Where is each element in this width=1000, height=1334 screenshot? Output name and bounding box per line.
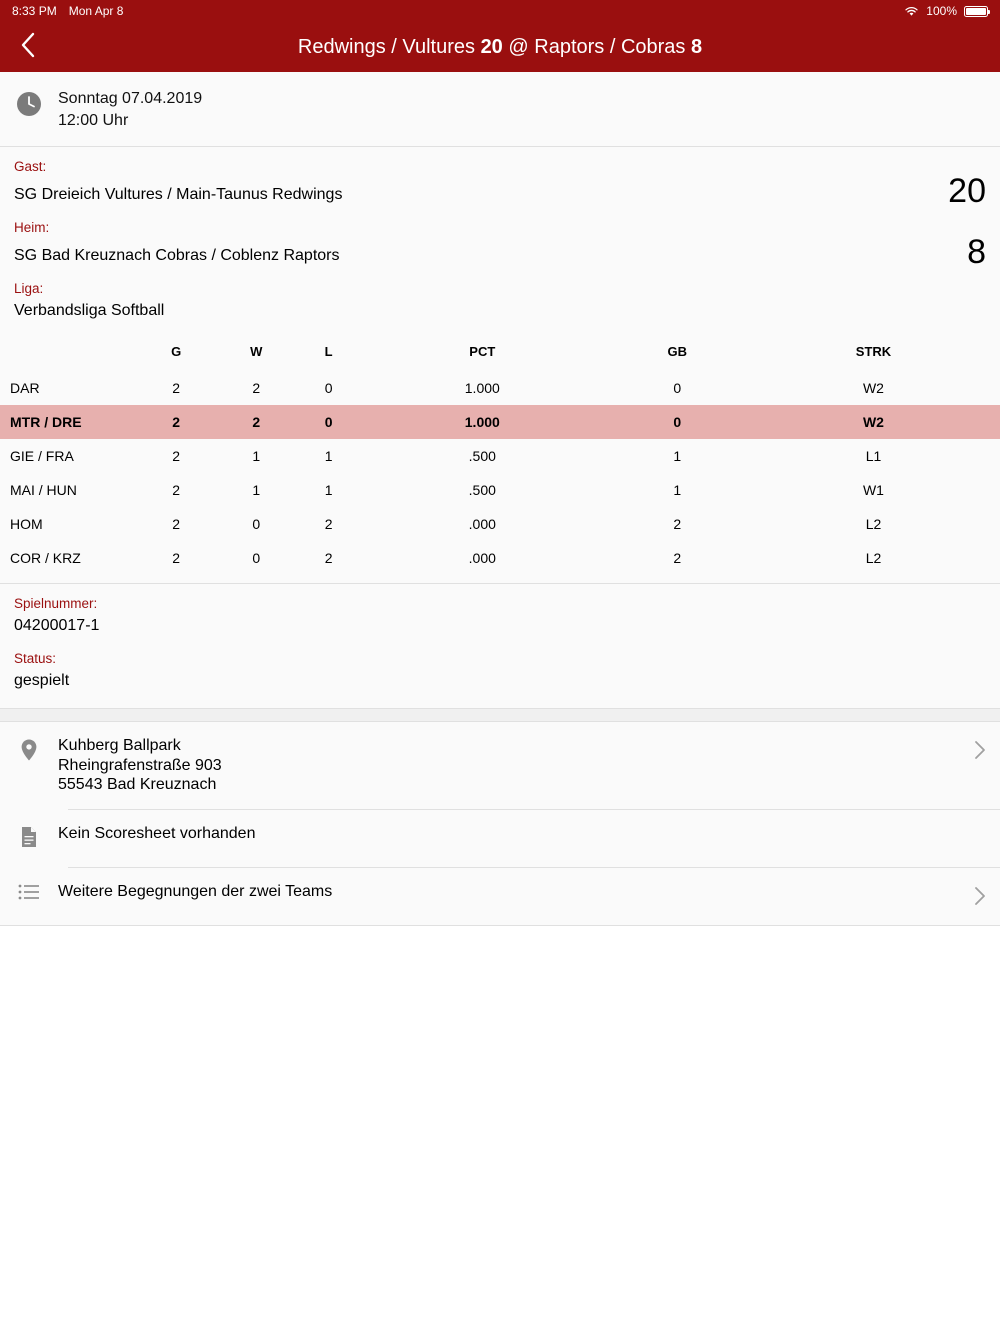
standings-strk: L2 bbox=[865, 516, 882, 532]
standings-g: 2 bbox=[172, 516, 181, 532]
standings-pct: 1.000 bbox=[464, 380, 500, 396]
navigation-bar bbox=[0, 22, 1000, 72]
empty-area bbox=[0, 926, 1000, 1326]
venue-row[interactable] bbox=[0, 722, 1000, 809]
home-team-label: Heim: bbox=[14, 220, 50, 235]
standings-gb: 1 bbox=[673, 448, 682, 464]
more-matchups-row[interactable] bbox=[0, 868, 1000, 925]
away-team-field bbox=[0, 147, 1000, 208]
status-bar bbox=[0, 0, 1000, 22]
list-icon bbox=[18, 884, 40, 905]
standings-col-team bbox=[0, 338, 140, 371]
game-time: 12:00 Uhr bbox=[58, 112, 129, 129]
table-row[interactable] bbox=[0, 439, 1000, 473]
standings-w: 0 bbox=[252, 550, 261, 566]
league-name: Verbandsliga Softball bbox=[14, 302, 165, 319]
standings-w: 2 bbox=[252, 414, 261, 430]
standings-col-l: L bbox=[324, 344, 333, 359]
scoresheet-text: Kein Scoresheet vorhanden bbox=[58, 824, 256, 842]
away-team-name: SG Dreieich Vultures / Main-Taunus Redwings bbox=[14, 186, 343, 203]
section-separator bbox=[0, 708, 1000, 722]
standings-w: 0 bbox=[252, 516, 261, 532]
standings-l: 0 bbox=[324, 414, 333, 430]
nav-title-away-score: 20 bbox=[480, 35, 503, 58]
map-pin-icon bbox=[19, 738, 39, 767]
standings-l: 1 bbox=[324, 482, 333, 498]
standings-col-g: G bbox=[171, 344, 182, 359]
standings-l: 1 bbox=[324, 448, 333, 464]
more-matchups-chevron[interactable] bbox=[960, 882, 1000, 911]
standings-team: COR / KRZ bbox=[10, 550, 81, 566]
league-label: Liga: bbox=[14, 281, 44, 296]
standings-strk: L1 bbox=[865, 448, 882, 464]
chevron-left-icon bbox=[19, 31, 37, 64]
standings-strk: W1 bbox=[862, 482, 884, 498]
nav-title-home-team: Raptors / Cobras bbox=[534, 35, 686, 58]
standings-gb: 0 bbox=[673, 380, 682, 396]
standings-team: DAR bbox=[10, 380, 40, 396]
standings-g: 2 bbox=[172, 550, 181, 566]
standings-w: 2 bbox=[252, 380, 261, 396]
standings-pct: .000 bbox=[468, 516, 496, 532]
standings-pct: 1.000 bbox=[464, 414, 500, 430]
status-bar-date: Mon Apr 8 bbox=[68, 4, 124, 18]
standings-strk: L2 bbox=[865, 550, 882, 566]
standings-l: 2 bbox=[324, 516, 333, 532]
standings-team: GIE / FRA bbox=[10, 448, 74, 464]
league-field bbox=[0, 269, 1000, 324]
standings-team: HOM bbox=[10, 516, 43, 532]
game-date: Sonntag 07.04.2019 bbox=[58, 90, 203, 107]
chevron-right-icon bbox=[974, 740, 986, 765]
nav-title-away-team: Redwings / Vultures bbox=[297, 35, 475, 58]
detail-content bbox=[0, 72, 1000, 926]
away-team-score: 20 bbox=[948, 172, 986, 210]
nav-title-home-score: 8 bbox=[690, 35, 703, 58]
standings-gb: 2 bbox=[673, 550, 682, 566]
table-row[interactable] bbox=[0, 473, 1000, 507]
document-icon bbox=[20, 826, 38, 853]
nav-title-at: @ bbox=[508, 35, 529, 58]
game-number-value: 04200017-1 bbox=[14, 617, 100, 634]
standings-l: 2 bbox=[324, 550, 333, 566]
standings-table bbox=[0, 338, 1000, 575]
clock-icon bbox=[15, 90, 43, 123]
venue-chevron[interactable] bbox=[960, 736, 1000, 765]
standings-col-w: W bbox=[250, 344, 263, 359]
status-value: gespielt bbox=[14, 672, 70, 689]
standings-gb: 2 bbox=[673, 516, 682, 532]
venue-street: Rheingrafenstraße 903 bbox=[58, 756, 222, 774]
standings-l: 0 bbox=[324, 380, 333, 396]
standings-pct: .000 bbox=[468, 550, 496, 566]
standings-w: 1 bbox=[252, 482, 261, 498]
table-row[interactable] bbox=[0, 507, 1000, 541]
standings-w: 1 bbox=[252, 448, 261, 464]
standings-col-gb: GB bbox=[667, 344, 687, 359]
standings-pct: .500 bbox=[468, 448, 496, 464]
venue-city: 55543 Bad Kreuznach bbox=[58, 776, 217, 793]
page-title bbox=[0, 36, 1000, 59]
table-row[interactable] bbox=[0, 371, 1000, 405]
wifi-icon bbox=[904, 6, 919, 17]
standings-team: MTR / DRE bbox=[10, 414, 82, 430]
game-number-field bbox=[0, 584, 1000, 639]
home-team-field bbox=[0, 208, 1000, 269]
standings-g: 2 bbox=[172, 380, 181, 396]
standings-col-pct: PCT bbox=[469, 344, 496, 359]
home-team-name: SG Bad Kreuznach Cobras / Coblenz Raptors bbox=[14, 247, 340, 264]
table-row[interactable] bbox=[0, 405, 1000, 439]
standings-g: 2 bbox=[172, 414, 181, 430]
standings-pct: .500 bbox=[468, 482, 496, 498]
standings-strk: W2 bbox=[862, 380, 884, 396]
standings-gb: 1 bbox=[673, 482, 682, 498]
standings-g: 2 bbox=[172, 482, 181, 498]
status-bar-time: 8:33 PM bbox=[12, 4, 57, 18]
table-row[interactable] bbox=[0, 541, 1000, 575]
game-number-label: Spielnummer: bbox=[14, 596, 98, 611]
venue-name: Kuhberg Ballpark bbox=[58, 737, 181, 754]
standings-header-row bbox=[0, 338, 1000, 371]
status-label: Status: bbox=[14, 651, 57, 666]
status-field bbox=[0, 639, 1000, 708]
battery-percent-label: 100% bbox=[926, 4, 957, 18]
chevron-right-icon bbox=[974, 886, 986, 911]
more-matchups-text: Weitere Begegnungen der zwei Teams bbox=[58, 882, 333, 900]
standings-col-strk: STRK bbox=[855, 344, 892, 359]
standings-g: 2 bbox=[172, 448, 181, 464]
home-team-score: 8 bbox=[967, 233, 986, 271]
standings-team: MAI / HUN bbox=[10, 482, 77, 498]
back-button[interactable] bbox=[0, 31, 56, 64]
standings-gb: 0 bbox=[673, 414, 682, 430]
scoresheet-row[interactable] bbox=[0, 810, 1000, 867]
standings-strk: W2 bbox=[862, 414, 884, 430]
battery-icon bbox=[964, 6, 988, 17]
away-team-label: Gast: bbox=[14, 159, 47, 174]
game-time-row bbox=[0, 72, 1000, 146]
